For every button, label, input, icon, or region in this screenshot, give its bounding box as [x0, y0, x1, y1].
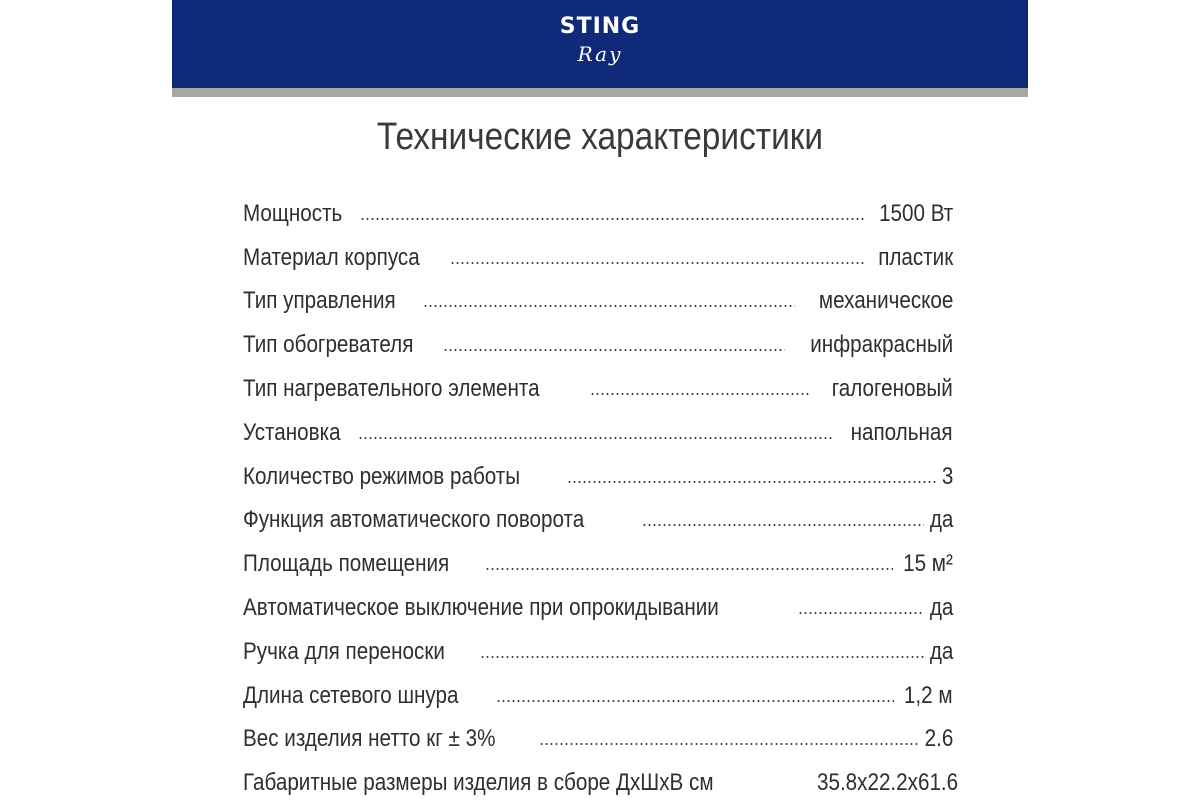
- dot-leader: [642, 524, 924, 526]
- spec-value: да: [929, 506, 953, 534]
- spec-value: 3: [941, 462, 953, 490]
- spec-label: Вес изделия нетто кг ± 3%: [243, 725, 496, 753]
- spec-label: Длина сетевого шнура: [243, 681, 459, 709]
- dot-leader: [496, 700, 895, 702]
- dot-leader: [443, 349, 785, 351]
- spec-row: [243, 323, 953, 367]
- spec-label: Материал корпуса: [243, 243, 420, 271]
- spec-value: 15 м²: [903, 550, 953, 578]
- spec-row: [243, 499, 953, 543]
- spec-row: [243, 192, 953, 236]
- dot-leader: [590, 393, 810, 395]
- page-title: Технические характеристики: [376, 116, 824, 158]
- spec-label: Установка: [243, 418, 341, 446]
- spec-value: напольная: [851, 418, 953, 446]
- spec-row: [243, 542, 953, 586]
- dot-leader: [798, 612, 923, 614]
- spec-value: галогеновый: [831, 375, 953, 403]
- spec-row: [243, 674, 953, 718]
- spec-label: Габаритные размеры изделия в сборе ДхШхВ см: [243, 769, 714, 797]
- logo-script: Ray: [577, 42, 623, 66]
- dot-leader: [485, 568, 893, 570]
- spec-value: да: [929, 594, 953, 622]
- spec-value: 35.8x22.2x61.6: [817, 769, 959, 797]
- spec-row: [243, 718, 953, 762]
- spec-row: [243, 411, 953, 455]
- spec-label: Количество режимов работы: [243, 462, 521, 490]
- spec-row: [243, 236, 953, 280]
- logo-wordmark: STING: [559, 14, 641, 39]
- dot-leader: [480, 656, 924, 658]
- spec-value: 1,2 м: [904, 681, 953, 709]
- spec-label: Тип нагревательного элемента: [243, 375, 540, 403]
- dot-leader: [423, 305, 795, 307]
- spec-row: [243, 630, 953, 674]
- spec-row: [243, 367, 953, 411]
- spec-row: [243, 586, 953, 630]
- spec-value: да: [929, 637, 953, 665]
- spec-value: механическое: [818, 287, 953, 315]
- spec-label: Мощность: [243, 199, 343, 227]
- spec-value: 2.6: [924, 725, 953, 753]
- dot-leader: [567, 481, 937, 483]
- spec-row: [243, 280, 953, 324]
- spec-label: Площадь помещения: [243, 550, 450, 578]
- spec-row: [243, 455, 953, 499]
- spec-value: инфракрасный: [810, 331, 953, 359]
- spec-label: Автоматическое выключение при опрокидывании: [243, 594, 719, 622]
- spec-label: Тип управления: [243, 287, 396, 315]
- dot-leader: [358, 437, 832, 439]
- spec-label: Функция автоматического поворота: [243, 506, 585, 534]
- spec-value: пластик: [877, 243, 953, 271]
- dot-leader: [360, 218, 864, 220]
- brand-header: [172, 0, 1028, 88]
- spec-label: Ручка для переноски: [243, 637, 445, 665]
- dot-leader: [450, 262, 863, 264]
- header-divider: [172, 88, 1028, 97]
- brand-logo: [172, 14, 1028, 66]
- spec-row: [243, 761, 959, 800]
- dot-leader: [539, 743, 918, 745]
- spec-label: Тип обогревателя: [243, 331, 414, 359]
- spec-value: 1500 Вт: [878, 199, 953, 227]
- spec-list: [243, 192, 959, 800]
